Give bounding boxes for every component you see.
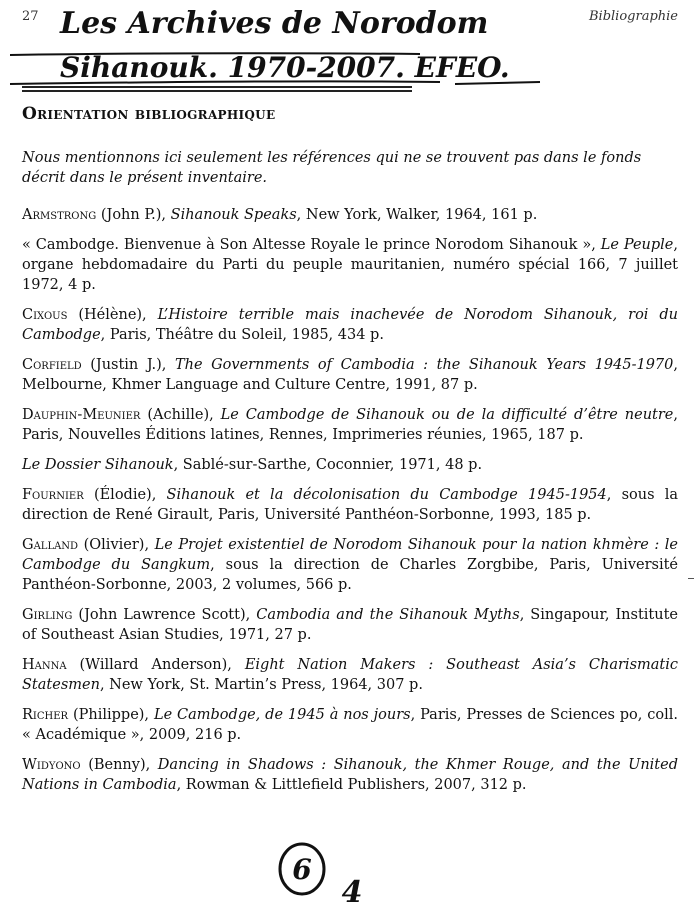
entry-details: « Cambodge. Bienvenue à Son Altesse Royale le prince Norodom Sihanouk », [22,237,601,253]
entry-publication: , New York, Walker, 1964, 161 p. [296,207,538,223]
bibliography-entry [22,235,678,295]
entry-author: Armstrong [22,207,97,223]
entry-title: Sihanouk et la décolonisation du Cambodge 1945-1954 [166,487,607,503]
entry-title: Eight Nation Makers : Southeast Asia’s Charismatic Statesmen [22,657,678,693]
entry-publication: , sous la direction de René Girault, Paris, Université Panthéon-Sorbonne, 1993, 185 p. [22,487,678,523]
entry-author: Widyono [22,757,81,773]
entry-title: Le Cambodge, de 1945 à nos jours [153,707,411,723]
entry-title: Le Projet existentiel de Norodom Sihanouk pour la nation khmère : le Cambodge du Sangkum [22,537,678,573]
bibliography-list [22,205,678,805]
circled-number: 6 [292,853,312,886]
entry-publication: , New York, St. Martin’s Press, 1964, 307 p. [99,677,423,693]
entry-details: (Achille), [140,407,221,423]
entry-author: Dauphin-Meunier [22,407,141,423]
entry-publication: , sous la direction de Charles Zorgbibe, Paris, Université Panthéon-Sorbonne, 2003, 2 volumes, 566 p. [22,557,679,593]
entry-title: Le Cambodge de Sihanouk ou de la difficulté d’être neutre [220,407,674,423]
entry-author: Girling [22,607,73,623]
entry-author: Galland [22,537,79,553]
circled-page-annotation [0,820,700,917]
entry-author: Fournier [22,487,84,503]
bibliography-entry [22,535,678,595]
title-rules [22,86,412,94]
bibliography-entry [22,305,678,345]
entry-title: The Governments of Cambodia : the Sihanouk Years 1945-1970 [174,357,674,373]
side-number: 4 [341,875,363,910]
entry-title: Dancing in Shadows : Sihanouk, the Khmer Rouge, and the United Nations in Cambodia [22,757,678,793]
entry-publication: , Paris, Théâtre du Soleil, 1985, 434 p. [100,327,384,343]
entry-details: (Hélène), [67,307,158,323]
entry-publication: , Paris, Presses de Sciences po, coll. « Académique », 2009, 216 p. [22,707,679,743]
handwritten-line-1: Les Archives de Norodom [60,6,489,41]
entry-author: Cixous [22,307,68,323]
bibliography-entry [22,405,678,445]
entry-details: (Benny), [80,757,158,773]
entry-details: (Willard Anderson), [66,657,245,673]
entry-author: Hanna [22,657,67,673]
entry-details: (Justin J.), [81,357,175,373]
entry-publication: , Sablé-sur-Sarthe, Coconnier, 1971, 48 p. [173,457,483,473]
entry-author: Corfield [22,357,82,373]
page-number: 27 [22,9,39,24]
margin-mark [688,578,694,579]
entry-details: (Olivier), [78,537,155,553]
entry-publication: , Melbourne, Khmer Language and Culture Centre, 1991, 87 p. [22,357,678,393]
entry-publication: , Singapour, Institute of Southeast Asian Studies, 1971, 27 p. [22,607,678,643]
running-header: Bibliographie [588,9,678,24]
bibliography-entry [22,705,678,745]
bibliography-entry [22,485,678,525]
entry-publication: , Paris, Nouvelles Éditions latines, Rennes, Imprimeries réunies, 1965, 187 p. [22,407,678,443]
entry-title: Le Dossier Sihanouk [22,457,174,473]
entry-details: (Philippe), [68,707,154,723]
section-title: Orientation bibliographique [22,104,276,124]
bibliography-entry [22,755,678,795]
entry-title: Sihanouk Speaks [170,207,297,223]
entry-publication: , organe hebdomadaire du Parti du peuple mauritanien, numéro spécial 166, 7 juillet 1972, 4 p. [22,237,678,293]
bibliography-entry [22,455,678,475]
entry-details: (John Lawrence Scott), [72,607,257,623]
bibliography-entry [22,355,678,395]
entry-title: Cambodia and the Sihanouk Myths [256,607,520,623]
intro-paragraph: Nous mentionnons ici seulement les références qui ne se trouvent pas dans le fonds décrit dans le présent inventaire. [22,150,642,186]
bibliography-entry [22,605,678,645]
entry-publication: , Rowman & Littlefield Publishers, 2007, 312 p. [176,777,527,793]
handwritten-annotation [0,0,700,90]
bibliography-entry [22,205,678,225]
entry-author: Richer [22,707,69,723]
entry-title: Le Peuple [600,237,674,253]
entry-details: (Élodie), [83,487,167,503]
entry-details: (John P.), [96,207,171,223]
entry-title: L’Histoire terrible mais inachevée de Norodom Sihanouk, roi du Cambodge [22,307,678,343]
handwritten-line-2: Sihanouk. 1970-2007. EFEO. [60,51,510,84]
bibliography-entry [22,655,678,695]
